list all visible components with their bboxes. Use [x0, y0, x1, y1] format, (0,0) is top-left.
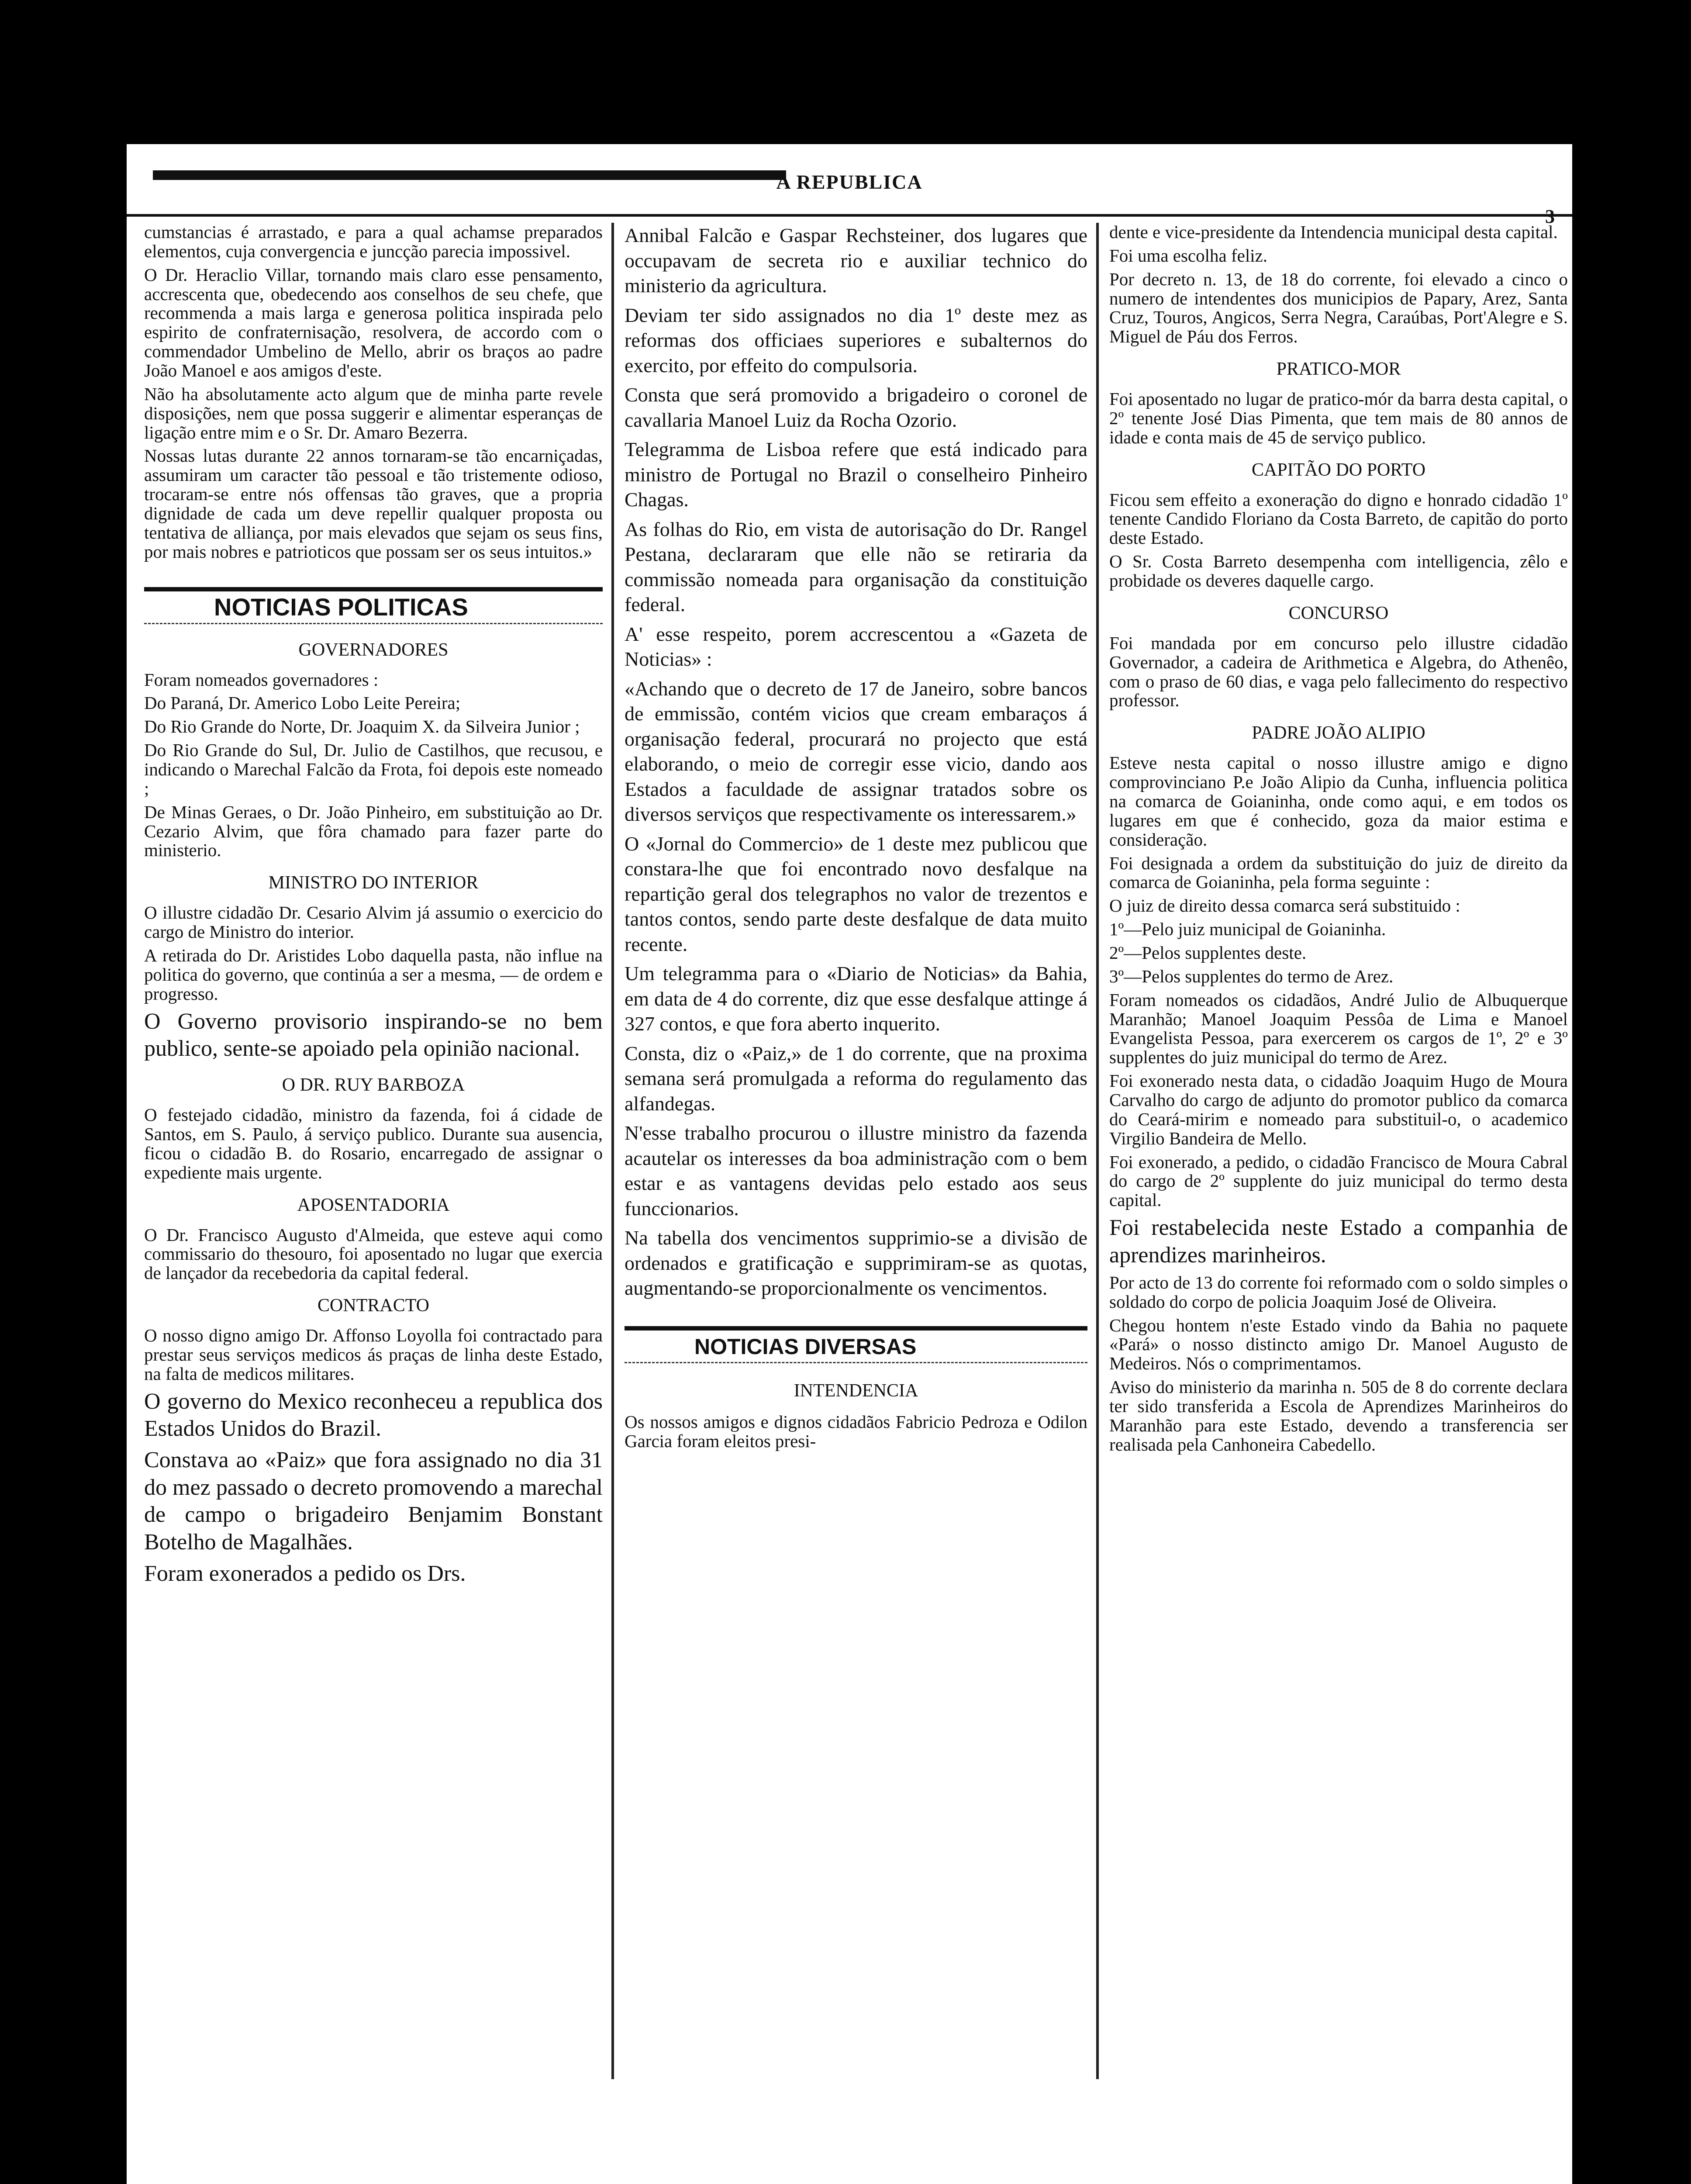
section-title: NOTICIAS DIVERSAS [694, 1334, 917, 1359]
subheading: MINISTRO DO INTERIOR [268, 873, 479, 893]
subheading: CONTRACTO [317, 1296, 429, 1316]
column-divider-1 [611, 223, 614, 2079]
article-paragraph: O Governo provisorio inspirando-se no bem publico, sente-se apoiado pela opinião nacional. [144, 1009, 603, 1061]
subheading: CONCURSO [1288, 603, 1389, 623]
subheading: O DR. RUY BARBOZA [282, 1075, 465, 1095]
article-paragraph: O Dr. Heraclio Villar, tornando mais claro esse pensamento, accrescenta que, obedecendo aos conselhos de seu chefe, que recommenda a mais larga e generosa politica inspirada pelo espirito de confraternisação, resolvera, de accordo com o commendador Umbelino de Mello, abrir os braços ao padre João Manoel e aos amigos d'este. [144, 264, 603, 381]
article-paragraph: Consta que será promovido a brigadeiro o coronel de cavallaria Manoel Luiz da Rocha Ozorio. [625, 384, 1087, 431]
subheading: PRATICO-MOR [1276, 359, 1401, 380]
article-paragraph: De Minas Geraes, o Dr. João Pinheiro, em substituição ao Dr. Cezario Alvim, que fôra chamado para fazer parte do ministerio. [144, 802, 603, 860]
article-paragraph: As folhas do Rio, em vista de autorisação do Dr. Rangel Pestana, declararam que elle não se retiraria da commissão nomeada para organisação da constituição federal. [625, 518, 1087, 615]
article-paragraph: O nosso digno amigo Dr. Affonso Loyolla foi contractado para prestar seus serviços medicos ás praças de linha deste Estado, na falta de medicos militares. [144, 1325, 603, 1384]
masthead-title: A REPUBLICA [776, 171, 923, 193]
article-paragraph: Foi uma escolha feliz. [1109, 245, 1268, 266]
article-paragraph: Do Rio Grande do Norte, Dr. Joaquim X. da Silveira Junior ; [144, 716, 580, 737]
article-paragraph: Nossas lutas durante 22 annos tornaram-se tão encarniçadas, assumiram um caracter tão pessoal e tão tristemente odioso, trocaram-se entre nós offensas tão graves, que a propria dignidade de cada um deve repellir qualquer proposta ou tentativa de alliança, por mais elevados que sejam os seus fins, por mais nobres e patrioticos que possam ser os seus intuitos.» [144, 446, 603, 562]
article-paragraph: Foi exonerado nesta data, o cidadão Joaquim Hugo de Moura Carvalho do cargo de adjunto do promotor publico da comarca do Ceará-mirim e nomeado para substituil-o, o academico Virgilio Bandeira de Mello. [1109, 1071, 1568, 1148]
article-paragraph: dente e vice-presidente da Intendencia municipal desta capital. [1109, 222, 1558, 242]
article-paragraph: O Sr. Costa Barreto desempenha com intelligencia, zêlo e probidade os deveres daquelle cargo. [1109, 551, 1568, 591]
article-paragraph: Aviso do ministerio da marinha n. 505 de 8 do corrente declara ter sido transferida a Escola de Aprendizes Marinheiros do Maranhão para este Estado, devendo a transferencia ser realisada pela Canhoneira Cabedello. [1109, 1377, 1568, 1455]
article-paragraph: cumstancias é arrastado, e para a qual achamse preparados elementos, cuja convergencia e juncção parecia impossivel. [144, 222, 603, 261]
article-paragraph: Ficou sem effeito a exoneração do digno e honrado cidadão 1º tenente Candido Floriano da Costa Barreto, de capitão do porto deste Estado. [1109, 489, 1568, 548]
column-3 [1109, 223, 1568, 1459]
article-paragraph: Foi exonerado, a pedido, o cidadão Francisco de Moura Cabral do cargo de 2º supplente do juiz municipal do termo desta capital. [1109, 1151, 1568, 1210]
article-paragraph: Por decreto n. 13, de 18 do corrente, foi elevado a cinco o numero de intendentes dos municipios de Papary, Arez, Santa Cruz, Touros, Angicos, Serra Negra, Caraúbas, Port'Alegre e S. Miguel de Páu dos Ferros. [1109, 269, 1568, 347]
article-paragraph: Os nossos amigos e dignos cidadãos Fabricio Pedroza e Odilon Garcia foram eleitos presi- [625, 1412, 1087, 1451]
article-paragraph: «Achando que o decreto de 17 de Janeiro, sobre bancos de emmissão, contém vicios que cream embaraços á organisação federal, procurará no projecto que está elaborando, o meio de corregir esse vicio, dando aos Estados a faculdade de assignar tratados sobre os diversos serviços que respectivamente os interessarem.» [625, 677, 1087, 825]
subheading: PADRE JOÃO ALIPIO [1252, 723, 1425, 743]
header-rule [127, 214, 1572, 217]
subheading: CAPITÃO DO PORTO [1251, 460, 1426, 480]
subheading: INTENDENCIA [794, 1380, 918, 1401]
article-paragraph: O illustre cidadão Dr. Cesario Alvim já assumio o exercicio do cargo de Ministro do interior. [144, 902, 603, 942]
column-1 [144, 223, 603, 1592]
section-title: NOTICIAS POLITICAS [214, 593, 468, 621]
article-paragraph: Foram exonerados a pedido os Drs. [144, 1561, 466, 1586]
article-paragraph: Constava ao «Paiz» que fora assignado no dia 31 do mez passado o decreto promovendo a marechal de campo o brigadeiro Benjamim Bonstant Botelho de Magalhães. [144, 1448, 603, 1555]
article-paragraph: Annibal Falcão e Gaspar Rechsteiner, dos lugares que occupavam de secreta rio e auxiliar technico do ministerio da agricultura. [625, 224, 1087, 297]
column-2 [625, 223, 1087, 1455]
article-paragraph: O Dr. Francisco Augusto d'Almeida, que esteve aqui como commissario do thesouro, foi aposentado no lugar que exercia de lançador da recebedoria da capital federal. [144, 1224, 603, 1283]
article-paragraph: A' esse respeito, porem accrescentou a «Gazeta de Noticias» : [625, 622, 1087, 670]
article-paragraph: Foi designada a ordem da substituição do juiz de direito da comarca de Goianinha, pela forma seguinte : [1109, 853, 1568, 892]
subheading: GOVERNADORES [298, 639, 449, 660]
article-paragraph: Foi mandada por em concurso pelo illustre cidadão Governador, a cadeira de Arithmetica e Algebra, do Athenêo, com o praso de 60 dias, e vaga pelo fallecimento do respectivo professor. [1109, 632, 1568, 711]
article-paragraph: Telegramma de Lisboa refere que está indicado para ministro de Portugal no Brazil o conselheiro Pinheiro Chagas. [625, 438, 1087, 511]
article-paragraph: Não ha absolutamente acto algum que de minha parte revele disposições, nem que possa suggerir e alimentar esperanças de ligação entre mim e o Sr. Dr. Amaro Bezerra. [144, 384, 603, 442]
article-paragraph: Do Paraná, Dr. Americo Lobo Leite Pereira; [144, 693, 461, 713]
article-paragraph: Do Rio Grande do Sul, Dr. Julio de Castilhos, que recusou, e indicando o Marechal Falcão da Frota, foi depois este nomeado ; [144, 740, 603, 798]
article-paragraph: Chegou hontem n'este Estado vindo da Bahia no paquete «Pará» o nosso distincto amigo Dr. Manoel Augusto de Medeiros. Nós o comprimentamos. [1109, 1315, 1568, 1374]
column-divider-2 [1096, 223, 1099, 2079]
article-paragraph: Foi restabelecida neste Estado a companhia de aprendizes marinheiros. [1109, 1215, 1568, 1268]
article-paragraph: O governo do Mexico reconheceu a republica dos Estados Unidos do Brazil. [144, 1389, 603, 1441]
article-paragraph: O «Jornal do Commercio» de 1 deste mez publicou que constara-lhe que foi encontrado novo desfalque na repartição geral dos telegraphos no valor de trezentos e tantos contos, sendo parte deste desfalque de data muito recente. [625, 832, 1087, 955]
list-item: 1º—Pelo juiz municipal de Goianinha. [1109, 919, 1386, 940]
article-paragraph: Deviam ter sido assignados no dia 1º deste mez as reformas dos officiaes superiores e subalternos do exercito, por effeito do compulsoria. [625, 304, 1087, 377]
article-paragraph: Por acto de 13 do corrente foi reformado com o soldo simples o soldado do corpo de policia Joaquim José de Oliveira. [1109, 1272, 1568, 1312]
section-header [144, 579, 603, 627]
article-paragraph: O juiz de direito dessa comarca será substituido : [1109, 895, 1460, 916]
newspaper-page [127, 144, 1572, 2184]
list-item: 3º—Pelos supplentes do termo de Arez. [1109, 966, 1394, 986]
subheading: APOSENTADORIA [297, 1195, 450, 1215]
article-paragraph: Esteve nesta capital o nosso illustre amigo e digno comprovinciano P.e João Alipio da Cunha, influencia politica na comarca de Goianinha, onde como aqui, e em todos os lugares em que é conhecido, goza da maior estima e consideração. [1109, 753, 1568, 850]
section-header [625, 1318, 1087, 1366]
article-paragraph: Um telegramma para o «Diario de Noticias» da Bahia, em data de 4 do corrente, diz que esse desfalque attinge á 327 contos, e que fora aberto inquerito. [625, 962, 1087, 1035]
article-paragraph: O festejado cidadão, ministro da fazenda, foi á cidade de Santos, em S. Paulo, á serviço publico. Durante sua ausencia, ficou o cidadão B. do Rosario, encarregado de assignar o expediente mais urgente. [144, 1105, 603, 1182]
article-paragraph: Foram nomeados os cidadãos, André Julio de Albuquerque Maranhão; Manoel Joaquim Pessôa de Lima e Manoel Evangelista Pessoa, para exercerem os cargos de 1º, 2º e 3º supplentes do juiz municipal do termo de Arez. [1109, 989, 1568, 1068]
article-paragraph: Consta, diz o «Paiz,» de 1 do corrente, que na proxima semana será promulgada a reforma do regulamento das alfandegas. [625, 1042, 1087, 1115]
list-item: 2º—Pelos supplentes deste. [1109, 942, 1307, 963]
article-paragraph: A retirada do Dr. Aristides Lobo daquella pasta, não influe na politica do governo, que continúa a ser a mesma, — de ordem e progresso. [144, 945, 603, 1004]
article-paragraph: Na tabella dos vencimentos supprimio-se a divisão de ordenados e gratificação e supprimiram-se as quotas, augmentando-se proporcionalmente os vencimentos. [625, 1227, 1087, 1299]
article-paragraph: N'esse trabalho procurou o illustre ministro da fazenda acautelar os interesses da boa administração com o bem estar e as vantagens devidas pelo estado aos seus funccionarios. [625, 1122, 1087, 1220]
article-paragraph: Foi aposentado no lugar de pratico-mór da barra desta capital, o 2º tenente José Dias Pimenta, que tem mais de 80 annos de idade e conta mais de 45 de serviço publico. [1109, 389, 1568, 447]
article-paragraph: Foram nomeados governadores : [144, 669, 379, 690]
